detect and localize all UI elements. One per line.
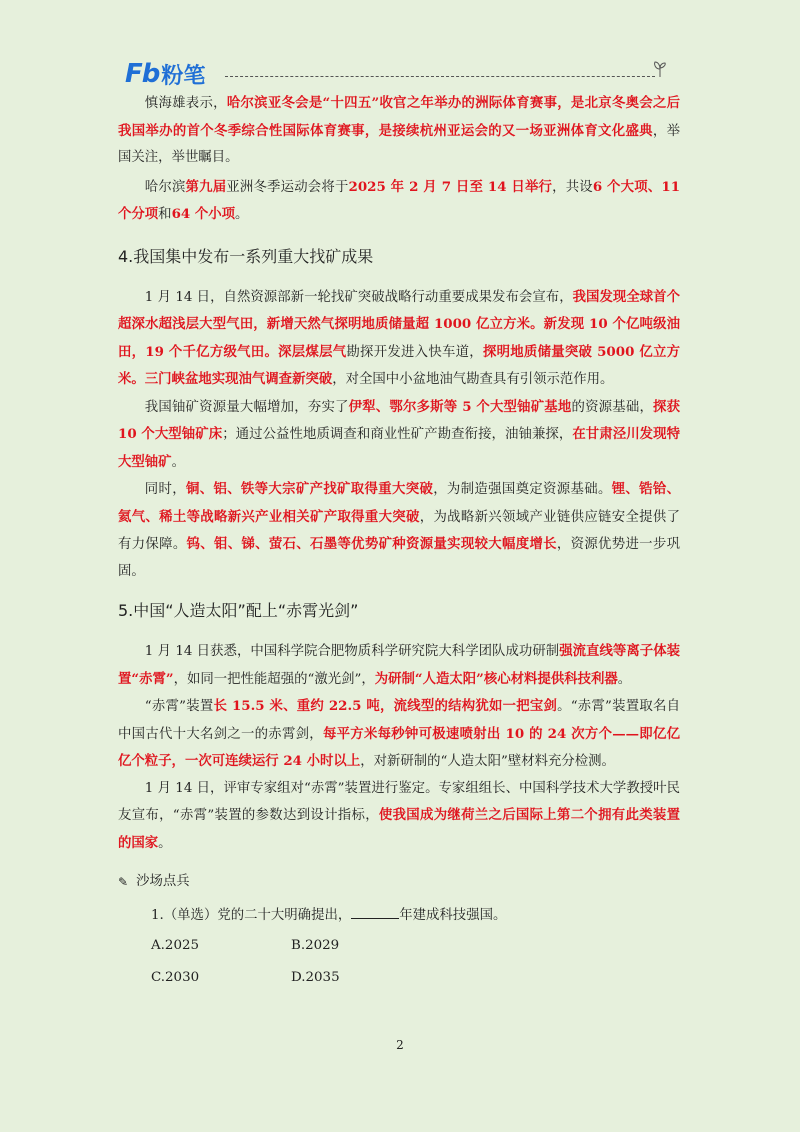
paragraph: 1 月 14 日，自然资源部新一轮找矿突破战略行动重要成果发布会宣布，我国发现全球首个超深水超浅层大型气田，新增天然气探明地质储量超 1000 亿立方米。新发现 10 个亿吨级油田，19 个千亿方级气田。深层煤层气勘探开发进入快车道，探明地质储量突破 5000 亿立方米。三门峡盆地实现油气调查新突破，对全国中小盆地油气勘查具有引领示范作用。 bbox=[118, 288, 681, 387]
option-d: D.2035 bbox=[291, 970, 340, 985]
page-content bbox=[118, 90, 680, 991]
options-row bbox=[118, 965, 680, 991]
pen-icon: ✎ bbox=[118, 875, 129, 889]
brand-logo bbox=[125, 58, 205, 90]
page-number: 2 bbox=[396, 1038, 404, 1052]
quiz-title: 沙场点兵 bbox=[136, 874, 190, 889]
option-c: C.2030 bbox=[151, 970, 200, 985]
answer-blank bbox=[351, 904, 399, 919]
option-a: A.2025 bbox=[151, 938, 200, 953]
logo-mark: Fb bbox=[125, 59, 160, 89]
highlight: 哈尔滨亚冬会是“十四五”收官之年举办的洲际体育赛事，是北京冬奥会之后我国举办的首个冬季综合性国际体育赛事，是接续杭州亚运会的又一场亚洲体育文化盛典 bbox=[118, 95, 680, 139]
options-row bbox=[118, 933, 680, 959]
quiz-heading bbox=[118, 869, 680, 895]
section-heading: 4.我国集中发布一系列重大找矿成果 bbox=[118, 246, 374, 266]
paragraph: 我国铀矿资源量大幅增加，夯实了伊犁、鄂尔多斯等 5 个大型铀矿基地的资源基础，探获 10 个大型铀矿床；通过公益性地质调查和商业性矿产勘查衔接，油铀兼探，在甘肃泾川发现特大型铀矿。 bbox=[118, 398, 681, 470]
paragraph: 同时，铜、铝、铁等大宗矿产找矿取得重大突破，为制造强国奠定资源基础。锂、锆铪、氦气、稀土等战略新兴产业相关矿产取得重大突破，为战略新兴领域产业链供应链安全提供了有力保障。钨、钼、锑、萤石、石墨等优势矿种资源量实现较大幅度增长，资源优势进一步巩固。 bbox=[118, 481, 681, 579]
logo-text: 粉笔 bbox=[161, 63, 206, 89]
paragraph: 哈尔滨第九届亚洲冬季运动会将于2025 年 2 月 7 日至 14 日举行，共设6 个大项、11 个分项和64 个小项。 bbox=[118, 178, 681, 222]
sprout-icon bbox=[653, 60, 667, 78]
header-divider bbox=[225, 76, 655, 77]
paragraph: 1 月 14 日，评审专家组对“赤霄”装置进行鉴定。专家组组长、中国科学技术大学教授叶民友宣布，“赤霄”装置的参数达到设计指标，使我国成为继荷兰之后国际上第二个拥有此类装置的国家。 bbox=[118, 780, 680, 851]
quiz-question: 1.（单选）党的二十大明确提出， 年建成科技强国。 bbox=[118, 903, 680, 929]
option-b: B.2029 bbox=[291, 938, 340, 953]
page-header bbox=[125, 58, 665, 92]
paragraph: 慎海雄表示，哈尔滨亚冬会是“十四五”收官之年举办的洲际体育赛事，是北京冬奥会之后我国举办的首个冬季综合性国际体育赛事，是接续杭州亚运会的又一场亚洲体育文化盛典，举国关注，举世瞩目。 bbox=[118, 95, 681, 165]
paragraph: “赤霄”装置长 15.5 米、重约 22.5 吨，流线型的结构犹如一把宝剑。“赤霄”装置取名自中国古代十大名剑之一的赤霄剑，每平方米每秒钟可极速喷射出 10 的 24 次方个——即亿亿亿个粒子，一次可连续运行 24 小时以上，对新研制的“人造太阳”壁材料充分检测。 bbox=[118, 698, 681, 769]
paragraph: 1 月 14 日获悉，中国科学院合肥物质科学研究院大科学团队成功研制强流直线等离子体装置“赤霄”，如同一把性能超强的“激光剑”，为研制“人造太阳”核心材料提供科技利器。 bbox=[118, 643, 681, 687]
section-heading: 5.中国“人造太阳”配上“赤霄光剑” bbox=[118, 601, 359, 620]
